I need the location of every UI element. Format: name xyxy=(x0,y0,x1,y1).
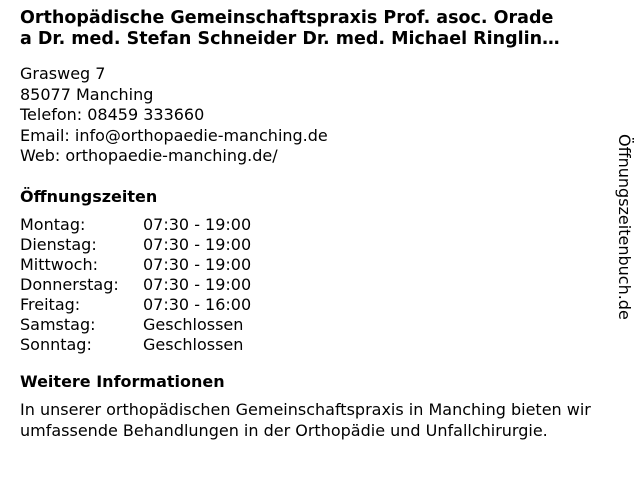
hours-row-wednesday xyxy=(20,255,620,275)
hours-day: Montag: xyxy=(20,214,86,234)
hours-row-sunday xyxy=(20,335,620,355)
hours-day: Samstag: xyxy=(20,314,96,334)
more-info-text: In unserer orthopädischen Gemeinschaftspraxis in Manching bieten wir umfassende Behandlungen in der Orthopädie und Unfallchirurgie. xyxy=(20,399,591,440)
hours-time: Geschlossen xyxy=(143,314,244,334)
hours-row-thursday xyxy=(20,275,620,295)
opening-hours-heading: Öffnungszeiten xyxy=(20,186,158,206)
practice-title-line-2: a Dr. med. Stefan Schneider Dr. med. Michael Ringlin… xyxy=(20,29,560,49)
practice-info xyxy=(20,8,620,457)
hours-day: Mittwoch: xyxy=(20,254,98,274)
hours-row-saturday xyxy=(20,315,620,335)
address-street: Grasweg 7 xyxy=(20,64,106,83)
practice-title xyxy=(20,8,620,50)
more-info-heading: Weitere Informationen xyxy=(20,371,225,391)
hours-row-tuesday xyxy=(20,235,620,255)
hours-day: Donnerstag: xyxy=(20,274,119,294)
hours-day: Freitag: xyxy=(20,294,81,314)
practice-title-line-1: Orthopädische Gemeinschaftspraxis Prof. asoc. Orade xyxy=(20,8,554,28)
hours-day: Sonntag: xyxy=(20,334,92,354)
address-email: Email: info@orthopaedie-manching.de xyxy=(20,125,328,145)
hours-day: Dienstag: xyxy=(20,234,97,254)
hours-time: 07:30 - 19:00 xyxy=(143,214,252,234)
hours-time: 07:30 - 16:00 xyxy=(143,294,252,314)
side-brand-label: Öffnungszeitenbuch.de xyxy=(615,134,634,320)
hours-time: 07:30 - 19:00 xyxy=(143,254,252,274)
hours-time: 07:30 - 19:00 xyxy=(143,274,252,294)
hours-row-friday xyxy=(20,295,620,315)
address-city: 85077 Manching xyxy=(20,84,154,104)
hours-row-monday xyxy=(20,215,620,235)
address-web: Web: orthopaedie-manching.de/ xyxy=(20,146,278,165)
address-phone: Telefon: 08459 333660 xyxy=(20,105,205,124)
address-block xyxy=(20,64,620,167)
hours-time: 07:30 - 19:00 xyxy=(143,234,252,254)
hours-time: Geschlossen xyxy=(143,334,244,354)
opening-hours-table xyxy=(20,215,620,355)
